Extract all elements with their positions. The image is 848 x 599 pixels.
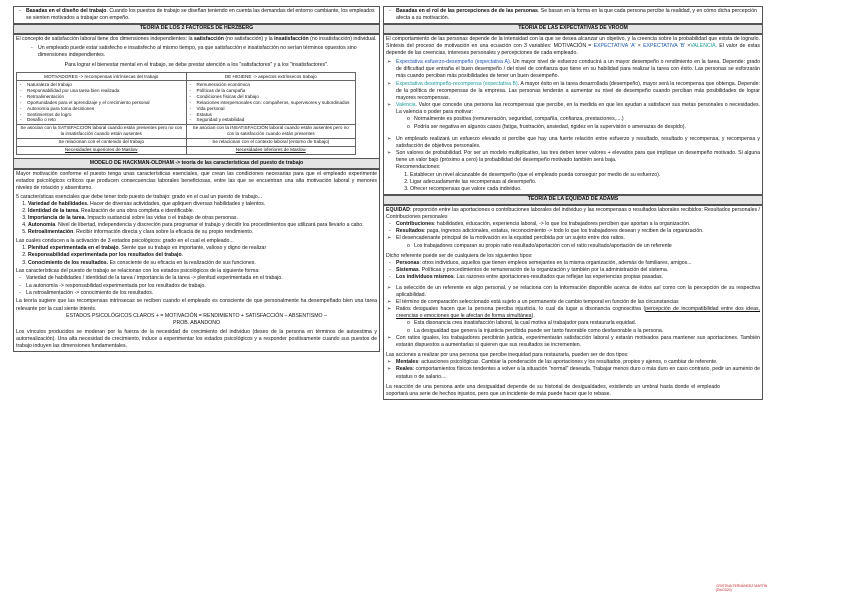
motivator-item: - Responsabilidad por una tarea bien realizada: [27, 88, 184, 94]
top-right-box: [383, 6, 763, 24]
dissonance-list: [386, 320, 760, 334]
motivators-assoc: Se asocian con la SATISFACCIÓN laboral cuando están presentes pero no con la insatisfacción cuando están ausentes: [17, 124, 187, 138]
vroom-p1: El comportamiento de las personas depende de la intensidad con la que se desea alcanzar un objetivo, y la creencia sobre la probabilidad que exista de lograrlo. Síntesis del proceso de motivación en una ecuación con 3 variables: MOTIVACIÓN = EXPECTATIVA 'A' × EXPECTATIVA 'B' ×VALENCIA. El valor de estas depende de las creencias, intereses personales y percepciones de cada empleado.: [386, 36, 760, 57]
recommendation-item: 2. Ligar adecuadamente las recompensas al desempeño.: [410, 179, 760, 186]
vroom-c3: Recomendaciones:: [396, 164, 441, 171]
contributions: - Contribuciones: habilidades, educación, experiencia laboral, -> lo que los trabajadores perciben que aportan a la organización.: [396, 221, 760, 228]
relation-item: - Variedad de habilidades / identidad de la tarea / importancia de la tarea -> plenitud experimentada en el trabajo.: [26, 275, 377, 282]
hackman-p6: Los vínculos producidos se moderan por la fuerza de la necesidad de crecimiento del individuo (deseo de la persona en términos de autoestima y autorrealización). Una alta necesidad de crecimiento, induce a experimentar los estados psicológicos y a responder positivamente cuando sus puestos de trabajo induyen las dimensiones fundamentales.: [16, 328, 377, 349]
ref-systems: - Sistemas. Políticas y procedimientos de remuneración de la organización y también por la administración del sistema.: [396, 267, 760, 274]
results: - Resultados: paga, ingresos adicionales, estatus, reconocimiento -> todo lo que los trabajadores desean y reciben de la organización.: [396, 228, 760, 235]
formula-line1: ESTADOS PSICOLÓGICOS CLAROS + = MOTIVACIÓN = RENDIMIENTO + SATISFACCIÓN – ABSENTISMO –: [66, 312, 327, 319]
signature-date: (Dic/2020): [716, 588, 732, 593]
motivators-need: Necesidades superiores de Maslow: [17, 146, 187, 154]
hygiene-item: - Relaciones interpersonales con: compañeros, supervisores y subordinados: [197, 100, 354, 106]
vroom-header: TEORIA DE LAS EXPECTATIVAS DE VROOM: [383, 24, 763, 34]
characteristic-item: 1. Variedad de habilidades. Hacer de diversas actividades, que apliquen diversas habilidades y talentos.: [28, 201, 377, 208]
adams-header: TEORIA DE LA EQUIDAD DE ADAMS: [383, 195, 763, 205]
motivator-item: - Sentimientos de logro: [27, 112, 184, 118]
herzberg-section: [13, 34, 380, 159]
adams-s4: ➢ Con ratios iguales, los trabajadores percibirán justicia, experimentarán satisfacción laboral y estarán motivados para mantener sus aportaciones. También estarán dispuestos a aumentarlas si quieren que sus resultados se incrementen.: [396, 335, 760, 349]
motivator-item: - Autonomía para toma decisiones: [27, 106, 184, 112]
hygiene-rel: Se relacionan con el contexto laboral (entorno de trabajo): [186, 138, 356, 146]
hygiene-list: [189, 82, 354, 124]
relations-list: [16, 275, 377, 297]
signature: [716, 584, 767, 592]
ref-self: - Los individuos mismos. Las razones entre aportaciones-resultados que reflejan las experiencias propias pasadas.: [396, 274, 760, 281]
herzberg-para: Para lograr el bienestar mental en el trabajo, se debe prestar atención a los "satisfactores" y a los "insatisfactores".: [64, 62, 329, 69]
hackman-section: [13, 169, 380, 353]
relation-item: - La autonomía -> responsabilidad experimentada por los resultados de trabajo.: [26, 283, 377, 290]
herzberg-bullet: - Un empleado puede estar satisfecho e insatisfecho al mismo tiempo, ya que satisfacción e insatisfacción no serían términos opuestos sino dimensiones independientes.: [38, 45, 367, 59]
adams-s3: ➢ Ratios desiguales hacen que la persona perciba injusticia, lo cual da lugar a disonancia cognoscitiva (percepción de incompatibilidad entre dos ideas, creencias o emociones que le afectan de forma simultánea).: [396, 306, 760, 320]
perception-bullet: - Basadas en el rol de las percepciones de de las personas. Se basan en la forma en la que cada persona percibe la realidad, y en cómo dicha percepción afecta a su motivación.: [396, 8, 760, 22]
signature-name: CRISTINA FERNÁNDEZ MARTÍN: [716, 584, 768, 588]
trigger-sub: o Los trabajadores comparan su propio ratio resultado/aportación con el ratio resultado/aportación de un referente: [414, 243, 760, 250]
motivator-item: - Retroalimentación: [27, 94, 184, 100]
adams-s2: ➢ El término de comparación seleccionado está sujeto a un permanente de cambio temporal en función de las circunstancias: [396, 299, 760, 306]
hackman-p5: La teoría sugiere que las recompensas intrínsecas se reciben cuando el empleado es consciente de que personalmente ha desempeñado bien una tarea relevante por la cual siente interés.: [16, 298, 377, 312]
design-lead: Basadas en el diseño del trabajo: [26, 8, 107, 14]
equity-def: EQUIDAD: proporción entre las aportaciones o contribuciones laborales del individuo y las recompensas o resultados laborales recibidos: Resultados personales / Contribuciones personales: [386, 206, 760, 220]
characteristics-list: [16, 201, 377, 237]
herzberg-header: TEORIA DE LOS 2 FACTORES DE HERZBERG: [13, 24, 380, 34]
relation-item: - La retroalimentación -> conocimiento de los resultados.: [26, 290, 377, 297]
hygiene-assoc: Se asocian con la INSATISFACCIÓN laboral cuando están ausentes pero no con la satisfacción cuando están presentes: [186, 124, 356, 138]
hackman-p3: Las cuales conducen a la activación de 3 estados psicológicos: grado en el cual el empleado...: [16, 238, 234, 245]
hackman-header: MODELO DE HACKMAN-OLDHAM -> teoría de las características del puesto de trabajo: [13, 158, 380, 168]
motivator-item: - Desafío o reto: [27, 117, 184, 123]
formula-line2: PROB. ABANDONO: [173, 319, 220, 326]
referent-intro: Dicho referente puede ser de cualquiera de los siguientes tipos:: [386, 252, 533, 259]
adams-final: La reacción de una persona ante una desigualdad depende de su historial de desigualdades, existiendo un umbral hasta donde el empleado soportará una serie de hechos injustos, pero que un incidente de más puede hacer que lo rebase.: [386, 383, 720, 397]
state-item: 2. Responsabilidad experimentada por los resultados del trabajo.: [28, 252, 377, 259]
dissonance-item: o La desigualdad que genera la injusticia percibida puede ser tanto favorable como desfavorable a la persona.: [414, 328, 760, 335]
valence-item: o Normalmente es positiva (remuneración, seguridad, compañía, confianza, prestaciones,....): [414, 116, 760, 123]
dissonance-item: o Esta disonancia crea insatisfacción laboral, la cual motiva al trabajador para restaurarla equidad.: [414, 320, 760, 327]
vroom-c2: ➢ Son valores de probabilidad. Por ser un modelo multiplicativo, las tres deben tener valores + elevados para que implique un desempeño motivado. Si alguna tiene un valor bajo (próximo a cero) la probabilidad del desempeño motivado también será baja.: [396, 150, 760, 164]
ref-people: - Personas: otros individuos, aquellos que tienen empleos semejantes en la misma organización, además de familiares, amigos...: [396, 260, 760, 267]
vroom-section: [383, 34, 763, 195]
expectancy-a: ➢ Expectativa esfuerzo-desempeño (expectativa A). Un mayor nivel de esfuerzo conducirá a un mayor desempeño o rendimiento en la tarea. Depende: grado de dificultad que entraña el buen desempeño / del nivel de confianza que tiene en su habilidad para realizar la tarea con éxito. Las personas se esforzarán más cuando perciban más posibilidades de tener un buen desempeño.: [396, 59, 760, 81]
motivators-rel: Se relacionan con el contenido del trabajo: [17, 138, 187, 146]
state-item: 1. Plenitud experimentada en el trabajo. Siente que su trabajo es importante, valioso y digno de realizar: [28, 245, 377, 252]
expectancy-b: ➢ Expectativa desempeño-recompensa (expectativa B). A mayor éxito en la tarea desarrollada (desempeño), mayor será la recompensa que obtenga. Depende: de la política de recompensas de la empresa. Las personas tenderán a aumentar su nivel de desempeño cuando perciban más posibilidades de lograr mayores recompensas.: [396, 81, 760, 103]
mental-actions: ➢ Mentales: actuaciones psicológicas. Cambiar la ponderación de las aportaciones y los resultados, propios y ajenos, o cambiar de referente.: [396, 359, 760, 366]
hackman-p2: 5 características esenciales que debe tener todo puesto de trabajo: grado en el cual un puesto de trabajo...: [16, 193, 262, 200]
design-text: . Cuando los puestos de trabajo se diseñan teniendo en cuenta las demandas del entorno cambiante, los empleados se sienten motivados a trabajar con empeño.: [26, 8, 375, 22]
actions-intro: Las acciones a realizar por una persona que percibe inequidad para restaurarla, pueden ser de dos tipos:: [386, 352, 629, 359]
left-column: [13, 6, 380, 352]
characteristic-item: 4. Autonomía. Nivel de libertad, independencia y discreción para programar el trabajo y decidir los procedimientos que utilizará para llevarlo a cabo.: [28, 222, 377, 229]
motivator-item: - Oportunidades para el aprendizaje y el crecimiento personal: [27, 100, 184, 106]
characteristic-item: 3. Importancia de la tarea. Impacto sustancial sobre las vidas o el trabajo de otras personas.: [28, 215, 377, 222]
trigger: ➢ El desencadenante principal de la motivación es la equidad percibida por un sujeto entre dos ratios.: [396, 235, 760, 242]
hygiene-item: - Estatus: [197, 112, 354, 118]
state-item: 3. Conocimiento de los resultados. Es consciente de su eficacia en la realización de sus funciones.: [28, 260, 377, 267]
hackman-p1: Mayor motivación conforme el puesto tenga unas características esenciales, que crean las condiciones necesarias para que el empleado experimente estados psicológicos críticos que producen consecuencias laborales beneficiosas, entre las que se encuentran una alta motivación laboral y menores niveles de rotación y absentismo.: [16, 170, 377, 191]
characteristic-item: 2. Identidad de la tarea. Realización de una obra completa e identificable.: [28, 208, 377, 215]
motivator-item: - Naturaleza del trabajo: [27, 82, 184, 88]
vroom-c1: ➢ Un empleado realizará un esfuerzo elevado si percibe que hay una fuerte relación entre esfuerzo y resultado, resultado y recompensa, y recompensa y satisfacción de objetivos personales.: [396, 136, 760, 150]
real-actions: ➢ Reales: comportamientos físicos tendentes a volver a la situación "normal" deseada. Trabajar menos duro o más duro en caso contrario, pedir un aumento de estatus o de salario....: [396, 366, 760, 380]
motivators-list: [19, 82, 184, 124]
motivators-head: MOTIVADORES -> recompensas intrínsecas del trabajo: [17, 73, 187, 81]
herzberg-intro: El concepto de satisfacción laboral tiene dos dimensiones independientes: la satisfacción (no satisfacción) y la insatisfacción (no insatisfacción) individual.: [16, 36, 377, 43]
hygiene-need: Necesidades inferiores de Maslow: [186, 146, 356, 154]
adams-s1: ➢ La selección de un referente es algo personal, y se relaciona con la información disponible acerca de éstos así como con la percepción de su respectiva aplicabilidad.: [396, 285, 760, 299]
hygiene-item: - Seguridad y estabilidad: [197, 117, 354, 123]
top-left-box: [13, 6, 380, 24]
hackman-p4: Las características del puesto de trabajo se relacionan con los estados psicológicos de la siguiente forma:: [16, 268, 260, 275]
hygiene-item: - Remuneración económica: [197, 82, 354, 88]
hygiene-head: DE HIGIENE -> aspectos extrínsecos trabajo: [186, 73, 356, 81]
valence-list: [386, 116, 760, 130]
recommendation-item: 3. Ofrecer recompensas que valore cada individuo.: [410, 186, 760, 193]
design-bullet: [26, 8, 377, 22]
valence: ➢ Valencia. Valor que concede una persona las recompensas que percibe, en la medida en que les ayudan a satisfacer sus metas personales o necesidades. La valencia o poder para motivar:: [396, 102, 760, 116]
right-column: [383, 6, 763, 400]
characteristic-item: 5. Retroalimentación. Recibir información directa y clara sobre la eficacia de su propio rendimiento.: [28, 229, 377, 236]
recommendation-item: 1. Establecer un nivel alcanzable de desempeño (que el empleado pueda conseguir por medio de su esfuerzo).: [410, 172, 760, 179]
hygiene-item: - Vida personal: [197, 106, 354, 112]
adams-section: [383, 205, 763, 400]
recommendations-list: [386, 172, 760, 194]
herzberg-table: [16, 72, 356, 155]
hygiene-item: - Políticas de la campaña: [197, 88, 354, 94]
states-list: [16, 245, 377, 267]
hygiene-item: - Condiciones físicas del trabajo: [197, 94, 354, 100]
valence-item: o Podría ser negativa en algunos casos (fatiga, frustración, ansiedad, rigidez en la supervisión o amenazas de despido).: [414, 124, 760, 131]
